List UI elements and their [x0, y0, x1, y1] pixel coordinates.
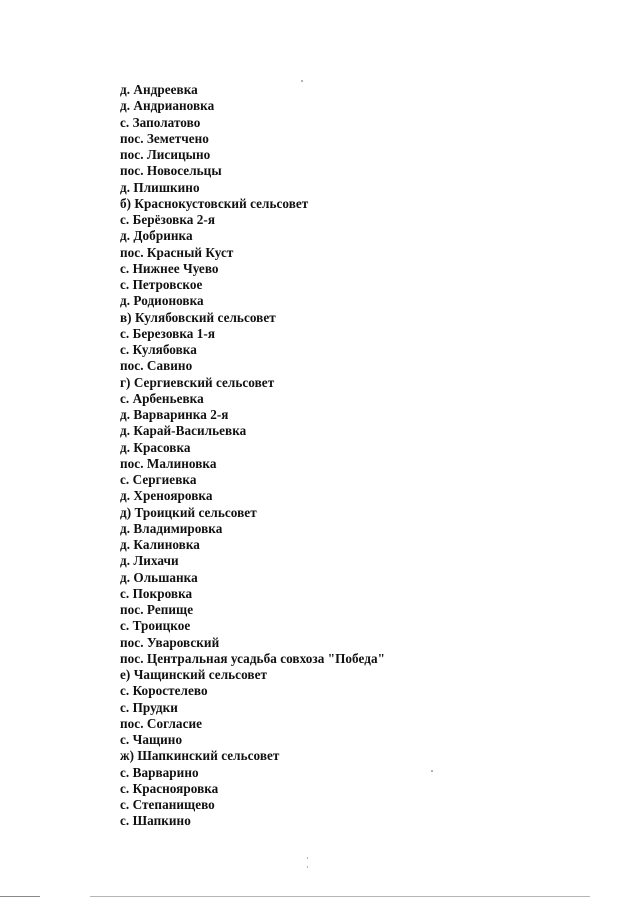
- list-item: д. Красовка: [120, 439, 191, 455]
- scan-speck: [307, 857, 308, 859]
- list-item: с. Кулябовка: [120, 342, 197, 357]
- list-item: пос. Новосельцы: [120, 163, 222, 179]
- list-item: с. Варварино: [120, 764, 199, 780]
- list-item: пос. Земетчено: [120, 130, 209, 146]
- scan-speck: [301, 80, 303, 82]
- list-item: с. Краснояровка: [120, 780, 219, 796]
- list-item: пос. Красный Куст: [120, 244, 234, 260]
- list-item: д. Родионовка: [120, 293, 204, 309]
- list-item: б) Краснокустовский сельсовет: [120, 195, 309, 211]
- list-item: д. Хренояровка: [120, 488, 213, 504]
- list-item: с. Березовка 1-я: [120, 325, 216, 341]
- list-item: с. Покровка: [120, 585, 193, 601]
- list-item: пос. Лисицыно: [120, 147, 211, 162]
- list-item: с. Петровское: [120, 277, 203, 292]
- list-item: г) Сергиевский сельсовет: [120, 374, 275, 390]
- list-item: е) Чащинский сельсовет: [120, 667, 267, 682]
- list-item: д. Калиновка: [120, 537, 200, 552]
- list-item: пос. Репище: [120, 602, 194, 617]
- list-item: д. Андреевка: [120, 82, 198, 97]
- scan-speck: [431, 770, 433, 772]
- list-item: с. Чащино: [120, 732, 183, 747]
- scan-bottom-line: [0, 896, 40, 897]
- list-item: с. Степанищево: [120, 797, 215, 812]
- list-item: с. Шапкино: [120, 813, 191, 829]
- list-item: пос. Савино: [120, 358, 193, 374]
- scan-bottom-line: [90, 896, 590, 897]
- scan-speck: [307, 866, 308, 868]
- list-item: д. Андриановка: [120, 98, 215, 114]
- list-item: пос. Центральная усадьба совхоза "Победа": [120, 650, 385, 666]
- list-item: с. Коростелево: [120, 683, 208, 699]
- list-item: пос. Малиновка: [120, 455, 217, 471]
- list-item: д) Троицкий сельсовет: [120, 504, 257, 520]
- settlement-list: [120, 82, 385, 830]
- list-item: д. Варваринка 2-я: [120, 407, 229, 422]
- list-item: с. Заполатово: [120, 114, 201, 130]
- list-item: д. Владимировка: [120, 520, 223, 536]
- list-item: пос. Уваровский: [120, 634, 220, 650]
- list-item: с. Прудки: [120, 699, 178, 715]
- list-item: ж) Шапкинский сельсовет: [120, 748, 280, 764]
- list-item: д. Ольшанка: [120, 569, 198, 585]
- list-item: д. Лихачи: [120, 553, 179, 569]
- list-item: с. Нижнее Чуево: [120, 260, 219, 276]
- list-item: д. Добринка: [120, 228, 193, 244]
- list-item: д. Плишкино: [120, 179, 200, 195]
- list-item: в) Кулябовский сельсовет: [120, 309, 276, 325]
- list-item: с. Сергиевка: [120, 472, 197, 487]
- list-item: пос. Согласие: [120, 715, 203, 731]
- list-item: с. Берёзовка 2-я: [120, 212, 216, 227]
- list-item: с. Арбеньевка: [120, 390, 204, 406]
- list-item: с. Троицкое: [120, 618, 191, 634]
- list-item: д. Карай-Васильевка: [120, 423, 247, 439]
